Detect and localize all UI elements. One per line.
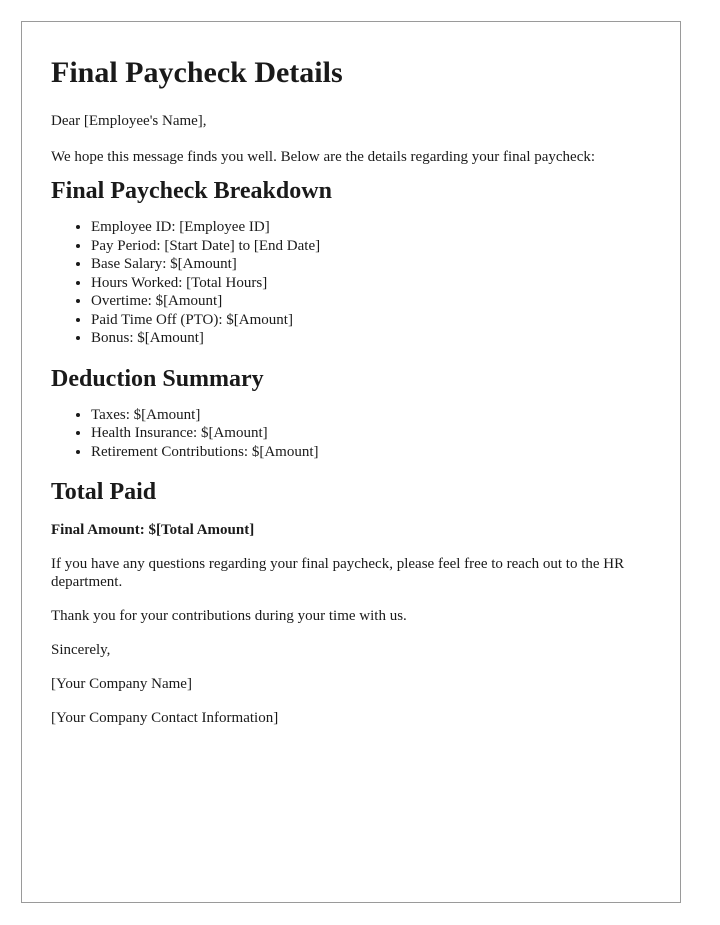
- list-item: • Paid Time Off (PTO): $[Amount]: [91, 311, 652, 330]
- breakdown-list: [51, 218, 652, 348]
- final-amount: Final Amount: $[Total Amount]: [51, 522, 255, 538]
- list-item: • Employee ID: [Employee ID]: [91, 218, 652, 237]
- company-contact: [Your Company Contact Information]: [51, 710, 279, 726]
- deduction-heading: Deduction Summary: [51, 365, 264, 392]
- list-item: • Overtime: $[Amount]: [91, 292, 652, 311]
- questions-paragraph: If you have any questions regarding your final paycheck, please feel free to reach out to the HR department.: [51, 556, 625, 590]
- company-name: [Your Company Name]: [51, 676, 192, 692]
- list-item: • Taxes: $[Amount]: [91, 406, 652, 425]
- closing: Sincerely,: [51, 642, 111, 658]
- intro-paragraph: We hope this message finds you well. Below are the details regarding your final paycheck:: [51, 149, 596, 165]
- list-item: • Hours Worked: [Total Hours]: [91, 274, 652, 293]
- thanks-paragraph: Thank you for your contributions during your time with us.: [51, 608, 407, 624]
- page-title: Final Paycheck Details: [51, 56, 343, 89]
- letter-page: [21, 21, 681, 903]
- deduction-list: [51, 406, 652, 462]
- greeting: Dear [Employee's Name],: [51, 113, 207, 129]
- list-item: • Retirement Contributions: $[Amount]: [91, 443, 652, 462]
- list-item: • Health Insurance: $[Amount]: [91, 424, 652, 443]
- breakdown-heading: Final Paycheck Breakdown: [51, 178, 332, 204]
- total-heading: Total Paid: [51, 479, 157, 505]
- list-item: • Base Salary: $[Amount]: [91, 255, 652, 274]
- list-item: • Pay Period: [Start Date] to [End Date]: [91, 237, 652, 256]
- list-item: • Bonus: $[Amount]: [91, 329, 652, 348]
